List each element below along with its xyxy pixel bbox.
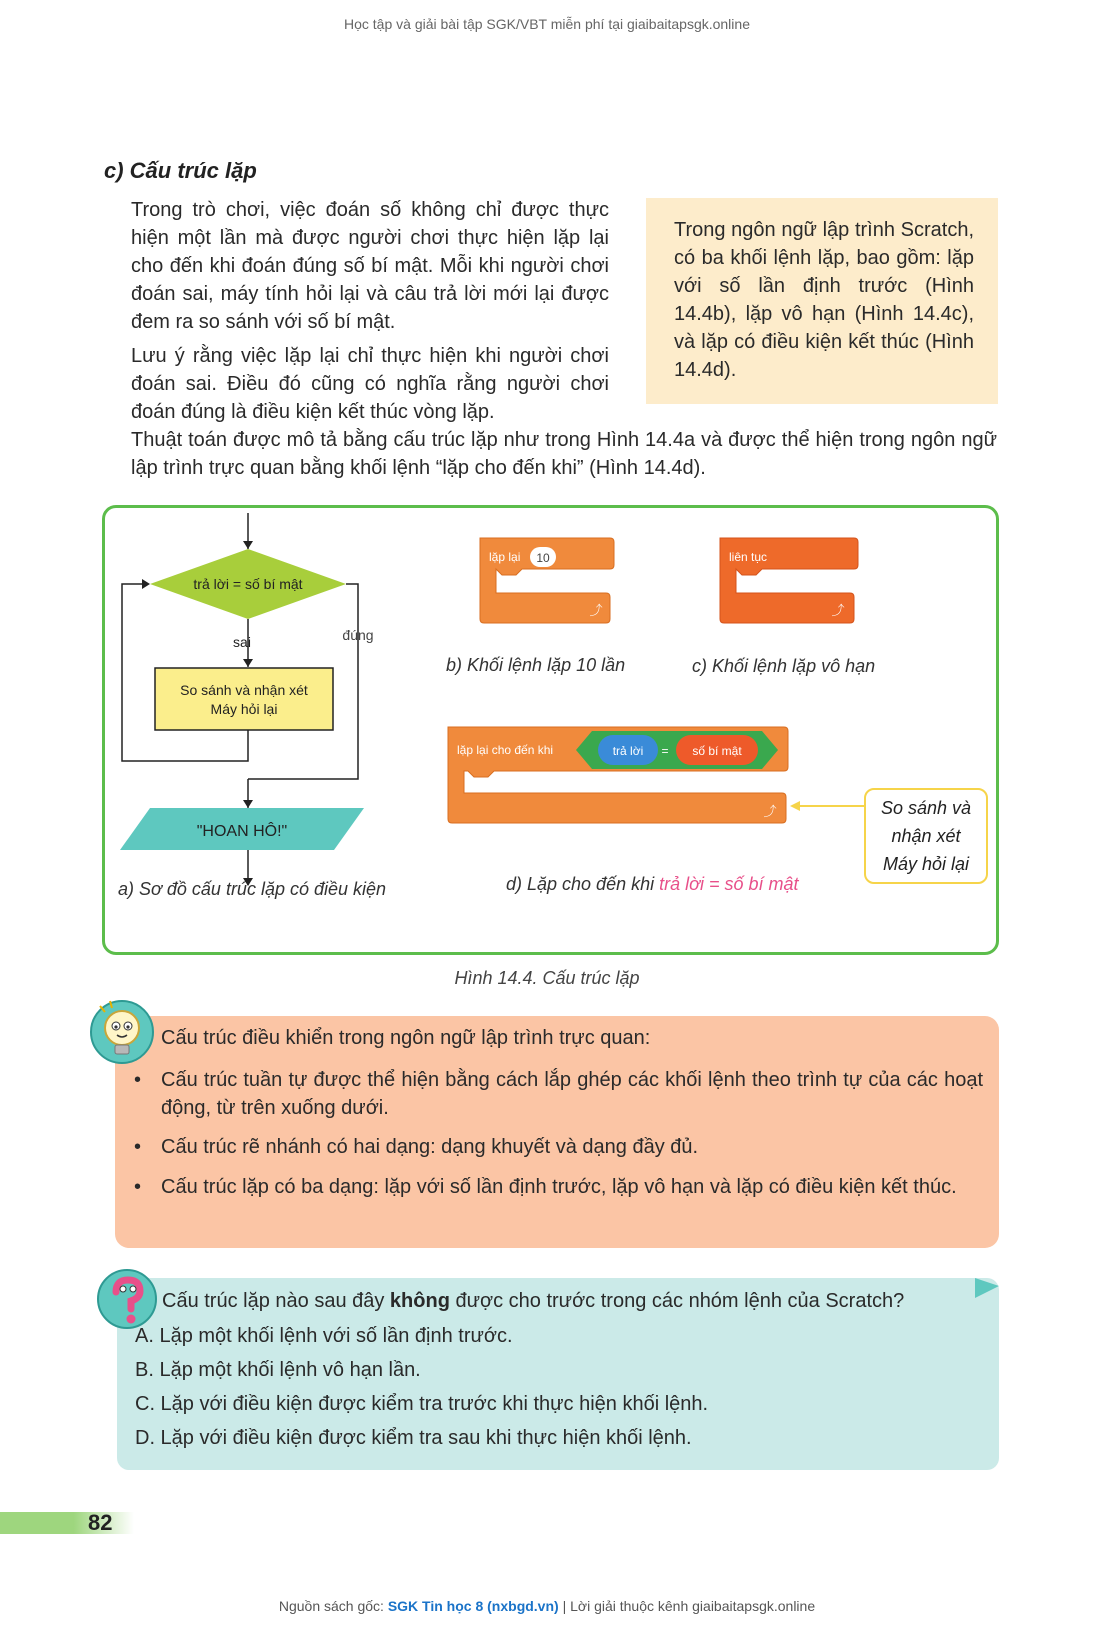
summary-box bbox=[115, 1016, 999, 1248]
callout-box bbox=[864, 788, 988, 884]
flowchart bbox=[120, 513, 374, 886]
section-title: c) Cấu trúc lặp bbox=[104, 158, 257, 183]
lightbulb-icon bbox=[88, 998, 156, 1066]
paragraph-3: Thuật toán được mô tả bằng cấu trúc lặp như trong Hình 14.4a và được thể hiện trong ngôn ngữ lập trình trực quan bằng khối lệnh “lặp cho đến khi” (Hình 14.4d). bbox=[131, 429, 997, 479]
caption-d bbox=[506, 874, 800, 894]
yes-label: đúng bbox=[342, 627, 374, 643]
repeat-arrow-icon: ⤴ bbox=[589, 603, 603, 618]
quiz-question-prefix: Cấu trúc lặp nào sau đây bbox=[162, 1290, 390, 1312]
figure-title: Hình 14.4. Cấu trúc lặp bbox=[454, 968, 640, 988]
quiz-option-a: A. Lặp một khối lệnh với số lần định trước. bbox=[135, 1325, 513, 1347]
forever-arrow-icon: ⤴ bbox=[831, 603, 845, 618]
quiz-question-suffix: được cho trước trong các nhóm lệnh của Scratch? bbox=[449, 1290, 905, 1312]
quiz-option-b: B. Lặp một khối lệnh vô hạn lần. bbox=[135, 1359, 421, 1381]
summary-bullet: • Cấu trúc rẽ nhánh có hai dạng: dạng khuyết và dạng đầy đủ. bbox=[161, 1133, 983, 1161]
forever-label: liên tục bbox=[729, 550, 768, 564]
caption-a: a) Sơ đồ cấu trúc lặp có điều kiện bbox=[118, 879, 387, 899]
answer-reporter-label: trả lời bbox=[612, 744, 644, 758]
caption-d-highlight: trả lời = số bí mật bbox=[659, 874, 799, 894]
footer-prefix: Nguồn sách gốc: bbox=[278, 1598, 388, 1614]
until-label: lặp lại cho đến khi bbox=[457, 743, 554, 757]
decision-label: trả lời = số bí mật bbox=[193, 576, 303, 592]
process-box bbox=[155, 668, 333, 730]
page-number: 82 bbox=[88, 1510, 113, 1535]
page-number-bar bbox=[0, 1512, 134, 1534]
callout-line-2: nhận xét bbox=[891, 826, 961, 846]
side-note: Trong ngôn ngữ lập trình Scratch, có ba khối lệnh lặp, bao gồm: lặp với số lần định trước (Hình 14.4b), lặp vô hạn (Hình 14.4c), và lặp có điều kiện kết thúc (Hình 14.4d). bbox=[646, 198, 998, 404]
quiz-option-d: D. Lặp với điều kiện được kiểm tra sau khi thực hiện khối lệnh. bbox=[135, 1427, 692, 1449]
footer-suffix: | Lời giải thuộc kênh giaibaitapsgk.online bbox=[558, 1598, 816, 1614]
scratch-forever-block bbox=[720, 538, 858, 623]
callout-line-1: So sánh và bbox=[880, 798, 972, 818]
callout-line-3: Máy hỏi lại bbox=[882, 854, 970, 874]
flag-marker-icon bbox=[975, 1278, 999, 1300]
no-label: sai bbox=[233, 634, 251, 650]
caption-d-prefix: d) Lặp cho đến khi bbox=[506, 874, 660, 894]
equals-operator: = bbox=[661, 744, 669, 758]
process-line-1: So sánh và nhận xét bbox=[180, 682, 308, 698]
footer-note bbox=[0, 1598, 1094, 1614]
repeat-label: lặp lại bbox=[489, 550, 521, 564]
summary-bullet: • Cấu trúc lặp có ba dạng: lặp với số lần định trước, lặp vô hạn và lặp có điều kiện kết thúc. bbox=[161, 1173, 983, 1201]
quiz-question bbox=[162, 1290, 904, 1313]
process-line-2: Máy hỏi lại bbox=[210, 701, 278, 717]
paragraph-1: Trong trò chơi, việc đoán số không chỉ được thực hiện một lần mà được người chơi thực hiện lặp lại cho đến khi đoán đúng số bí mật. Mỗi khi người chơi đoán sai, máy tính hỏi lại và câu trả lời mới lại được đem ra so sánh với số bí mật. bbox=[131, 199, 609, 333]
until-arrow-icon: ⤴ bbox=[763, 804, 777, 819]
secret-reporter-label: số bí mật bbox=[692, 744, 742, 758]
paragraph-2: Lưu ý rằng việc lặp lại chỉ thực hiện khi người chơi đoán sai. Điều đó cũng có nghĩa rằng người chơi đoán đúng là điều kiện kết thúc vòng lặp. bbox=[131, 345, 609, 423]
header-note: Học tập và giải bài tập SGK/VBT miễn phí tại giaibaitapsgk.online bbox=[344, 16, 750, 32]
repeat-count: 10 bbox=[536, 551, 550, 565]
summary-bullet: • Cấu trúc tuần tự được thể hiện bằng cách lắp ghép các khối lệnh theo trình tự của các hoạt động, từ trên xuống dưới. bbox=[161, 1066, 983, 1122]
quiz-option-c: C. Lặp với điều kiện được kiểm tra trước khi thực hiện khối lệnh. bbox=[135, 1393, 709, 1415]
question-mark-icon bbox=[96, 1268, 158, 1330]
scratch-repeat-block bbox=[480, 538, 614, 623]
caption-c: c) Khối lệnh lặp vô hạn bbox=[692, 656, 876, 676]
scratch-repeat-until-block bbox=[448, 727, 864, 823]
quiz-question-emphasis: không bbox=[389, 1290, 450, 1312]
footer-source-link[interactable]: SGK Tin học 8 (nxbgd.vn) bbox=[387, 1598, 559, 1614]
summary-intro: Cấu trúc điều khiển trong ngôn ngữ lập trình trực quan: bbox=[161, 1027, 651, 1049]
caption-b: b) Khối lệnh lặp 10 lần bbox=[446, 655, 626, 675]
figure-drawing bbox=[102, 505, 999, 955]
output-label: "HOAN HÔ!" bbox=[196, 823, 288, 840]
